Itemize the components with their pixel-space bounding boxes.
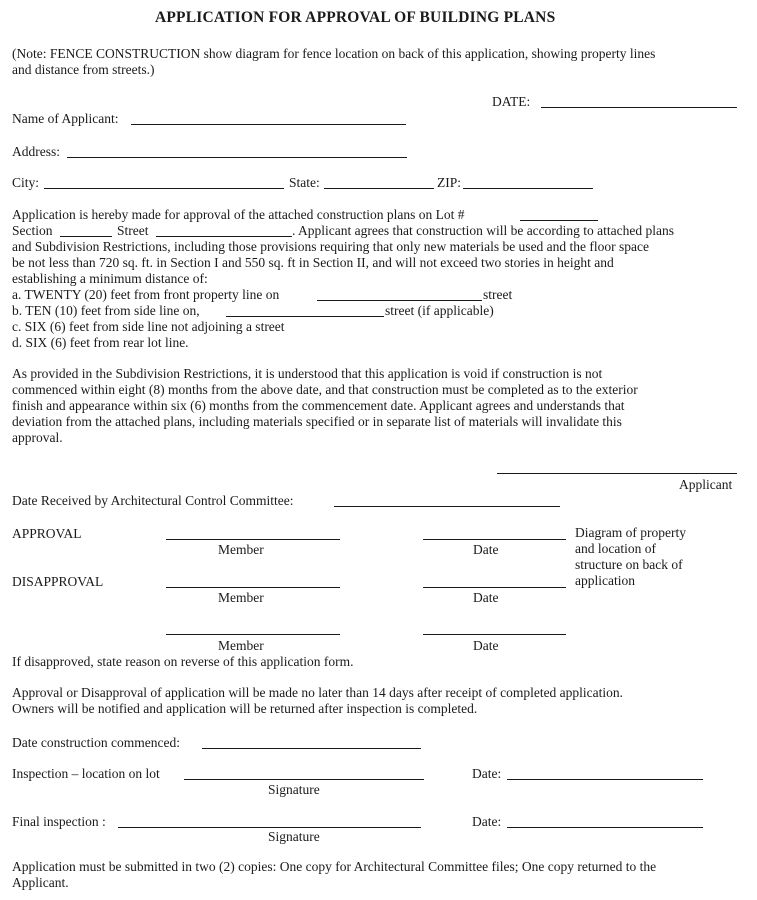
app-para-line-3: and Subdivision Restrictions, including those provisions requiring that only new materials be used and the floor space (12, 239, 650, 254)
signature-label-1: Signature (268, 782, 320, 797)
address-label: Address: (12, 144, 60, 159)
side-street-field[interactable] (226, 316, 384, 317)
city-label: City: (12, 175, 40, 190)
item-b-end: street (if applicable) (385, 303, 494, 318)
city-field[interactable] (44, 188, 284, 189)
diagram-note-line-3: structure on back of (575, 557, 683, 572)
signature-label-2: Signature (268, 829, 320, 844)
final-date-label: Date: (472, 814, 502, 829)
approval-member-field[interactable] (166, 539, 340, 540)
app-para-line-4: be not less than 720 sq. ft. in Section I and 550 sq. ft in Section II, and will not exceed two stories in height and (12, 255, 614, 270)
restrictions-line-3: finish and appearance within six (6) months from the commencement date. Applicant agrees and understands that (12, 398, 625, 413)
fence-note (12, 46, 742, 78)
app-para-line-5: establishing a minimum distance of: (12, 271, 208, 286)
approval-timing-line-1: Approval or Disapproval of application will be made no later than 14 days after receipt of completed application. (12, 685, 624, 700)
street-field[interactable] (156, 236, 292, 237)
inspection-field[interactable] (184, 779, 424, 780)
state-label: State: (289, 175, 320, 190)
final-inspection-label: Final inspection : (12, 814, 106, 829)
third-member-field[interactable] (166, 634, 340, 635)
item-c: c. SIX (6) feet from side line not adjoining a street (12, 319, 285, 334)
restrictions-line-2: commenced within eight (8) months from the above date, and that construction must be completed as to the exterior (12, 382, 638, 397)
zip-field[interactable] (463, 188, 593, 189)
fence-note-line-2: and distance from streets.) (12, 62, 155, 77)
date-field[interactable] (541, 107, 737, 108)
app-para-line-2: . Applicant agrees that construction will be according to attached plans (292, 223, 675, 238)
inspection-date-label: Date: (472, 766, 502, 781)
date-col-label-1: Date (473, 542, 499, 557)
front-street-field[interactable] (317, 300, 482, 301)
disapproved-reason: If disapproved, state reason on reverse of this application form. (12, 654, 354, 669)
third-date-field[interactable] (423, 634, 566, 635)
disapproval-member-field[interactable] (166, 587, 340, 588)
date-label: DATE: (492, 94, 531, 109)
lot-number-field[interactable] (520, 220, 598, 221)
state-field[interactable] (324, 188, 434, 189)
construction-commenced-field[interactable] (202, 748, 421, 749)
final-inspection-field[interactable] (118, 827, 421, 828)
approval-timing (12, 685, 742, 717)
member-label-1: Member (218, 542, 264, 557)
date-col-label-2: Date (473, 590, 499, 605)
restrictions-line-4: deviation from the attached plans, including materials specified or in separate list of materials will invalidate this (12, 414, 622, 429)
fence-note-line-1: (Note: FENCE CONSTRUCTION show diagram for fence location on back of this application, showing property lines (12, 46, 656, 61)
approval-label: APPROVAL (12, 526, 82, 541)
member-label-2: Member (218, 590, 264, 605)
restrictions-line-1: As provided in the Subdivision Restrictions, it is understood that this application is void if construction is not (12, 366, 603, 381)
diagram-note-line-4: application (575, 573, 635, 588)
approval-timing-line-2: Owners will be notified and application will be returned after inspection is completed. (12, 701, 478, 716)
item-a-end: street (483, 287, 513, 302)
zip-label: ZIP: (437, 175, 462, 190)
diagram-note-line-1: Diagram of property (575, 525, 686, 540)
item-a: a. TWENTY (20) feet from front property line on (12, 287, 280, 302)
name-label: Name of Applicant: (12, 111, 119, 126)
inspection-date-field[interactable] (507, 779, 703, 780)
construction-commenced-label: Date construction commenced: (12, 735, 180, 750)
app-para-line-1: Application is hereby made for approval of the attached construction plans on Lot # (12, 207, 465, 222)
final-date-field[interactable] (507, 827, 703, 828)
section-label: Section (12, 223, 53, 238)
applicant-signature-field[interactable] (497, 473, 737, 474)
section-field[interactable] (60, 236, 112, 237)
disapproval-label: DISAPPROVAL (12, 574, 104, 589)
disapproval-date-field[interactable] (423, 587, 566, 588)
item-d: d. SIX (6) feet from rear lot line. (12, 335, 189, 350)
date-received-label: Date Received by Architectural Control Committee: (12, 493, 294, 508)
street-label: Street (117, 223, 149, 238)
diagram-note-line-2: and location of (575, 541, 656, 556)
date-received-field[interactable] (334, 506, 560, 507)
approval-date-field[interactable] (423, 539, 566, 540)
copies-note (12, 859, 742, 891)
member-label-3: Member (218, 638, 264, 653)
copies-note-line-2: Applicant. (12, 875, 69, 890)
copies-note-line-1: Application must be submitted in two (2) copies: One copy for Architectural Committee files; One copy returned to the (12, 859, 657, 874)
name-field[interactable] (131, 124, 406, 125)
page-title: APPLICATION FOR APPROVAL OF BUILDING PLANS (155, 9, 556, 26)
address-field[interactable] (67, 157, 407, 158)
inspection-label: Inspection – location on lot (12, 766, 160, 781)
date-col-label-3: Date (473, 638, 499, 653)
restrictions-line-5: approval. (12, 430, 63, 445)
item-b: b. TEN (10) feet from side line on, (12, 303, 200, 318)
restrictions-paragraph (12, 366, 742, 446)
applicant-label: Applicant (679, 477, 733, 492)
